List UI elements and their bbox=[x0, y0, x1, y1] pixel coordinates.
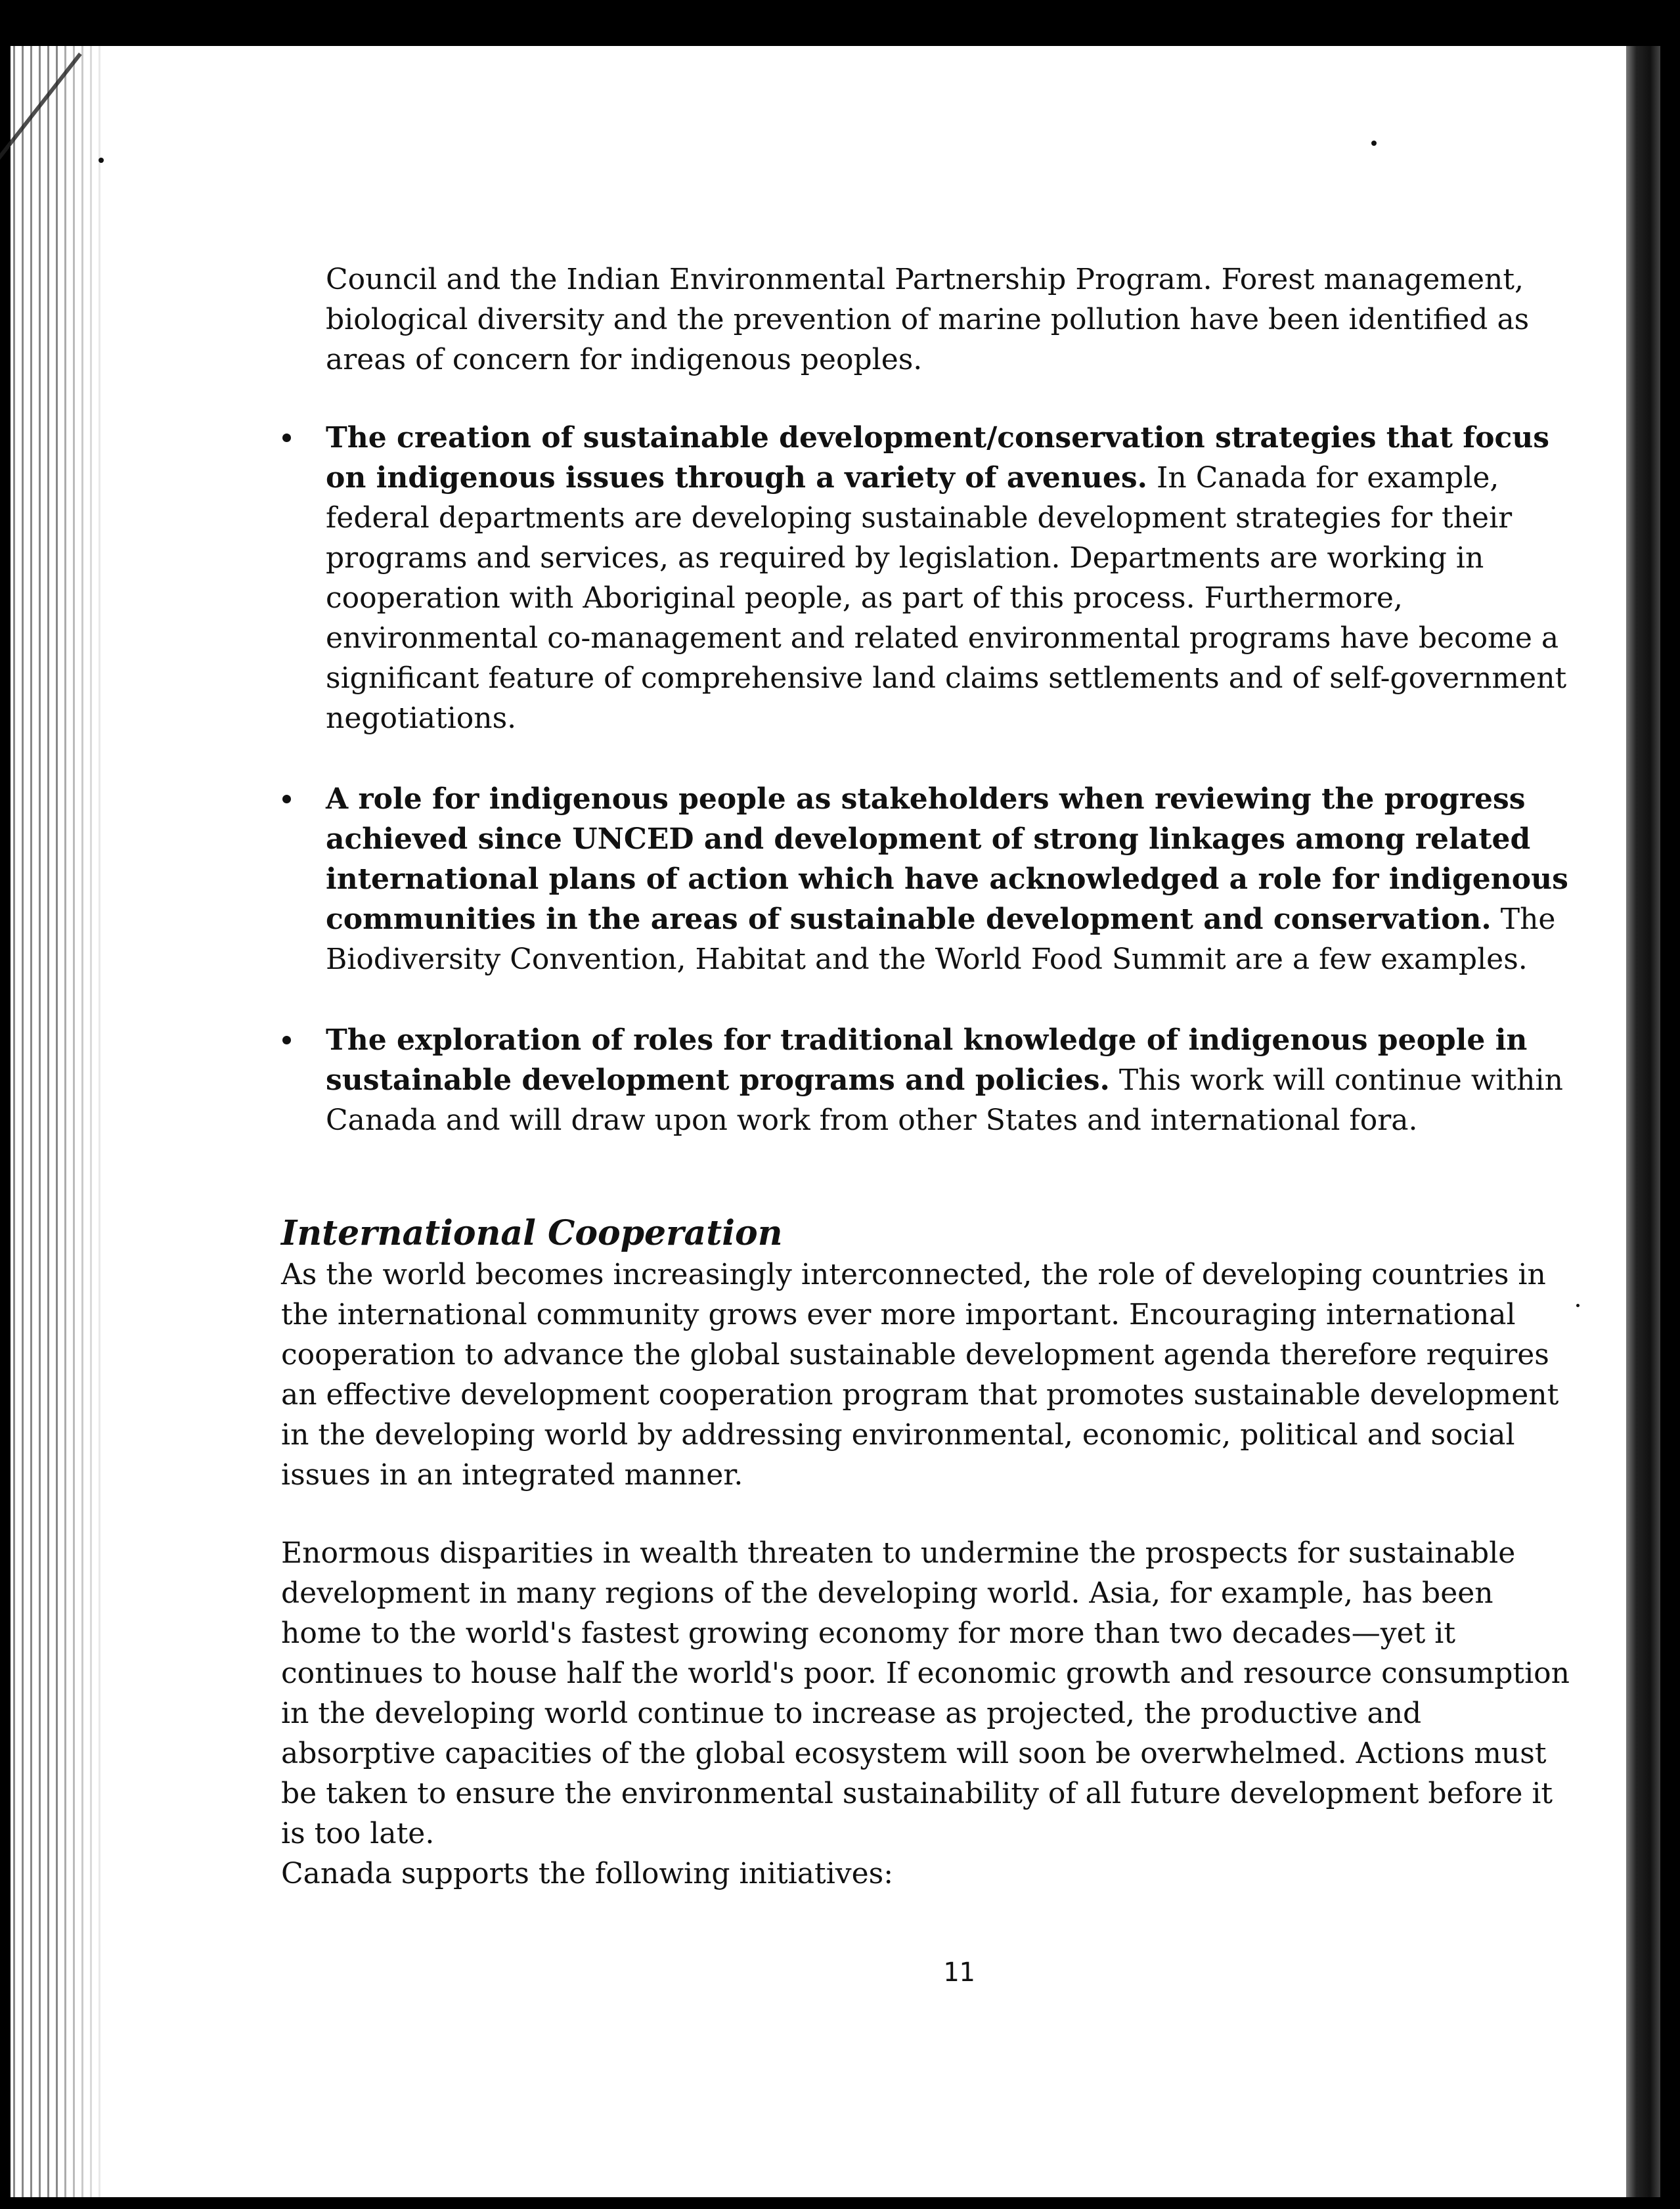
section-heading: International Cooperation bbox=[281, 1213, 783, 1253]
bullet-body: This work will continue within Canada and will draw upon work from other States and international fora. bbox=[326, 1063, 1563, 1137]
section-paragraph: As the world becomes increasingly interconnected, the role of developing countries in the international community grows ever more important. Encouraging international cooperation to advance the global sustainable development agenda therefore requires an effective development cooperation program that promotes sustainable development in the developing world by addressing environmental, economic, political and social issues in an integrated manner. bbox=[281, 1258, 1559, 1492]
section-paragraph: Enormous disparities in wealth threaten to undermine the prospects for sustainable development in many regions of the developing world. Asia, for example, has been home to the world's fastest growing economy for more than two decades—yet it continues to house half the world's poor. If economic growth and resource consumption in the developing world continue to increase as projected, the productive and absorptive capacities of the global ecosystem will soon be overwhelmed. Actions must be taken to ensure the environmental sustainability of all future development before it is too late. bbox=[281, 1536, 1570, 1850]
document-body bbox=[281, 259, 1580, 1894]
bullet-lead: The creation of sustainable development/conservation strategies that focus on indigenous issues through a variety of avenues. bbox=[326, 421, 1550, 495]
binding-shadow bbox=[59, 46, 112, 2197]
list-item bbox=[326, 418, 1580, 738]
continuation-paragraph: Council and the Indian Environmental Partnership Program. Forest management, biological diversity and the prevention of marine pollution have been identified as areas of concern for indigenous peoples. bbox=[326, 263, 1530, 376]
international-cooperation-section bbox=[282, 1213, 1580, 1894]
section-body bbox=[281, 1255, 1580, 1894]
page-number: 11 bbox=[942, 1957, 975, 1988]
scan-right-edge bbox=[1626, 46, 1660, 2197]
initiatives-list bbox=[326, 418, 1580, 1140]
bullet-body: The Biodiversity Convention, Habitat and the World Food Summit are a few examples. bbox=[326, 903, 1556, 976]
list-item bbox=[326, 779, 1580, 979]
bullet-lead: The exploration of roles for traditional knowledge of indigenous people in sustainable development programs and policies. bbox=[326, 1023, 1528, 1097]
speck bbox=[99, 158, 104, 163]
bullet-lead: A role for indigenous people as stakeholders when reviewing the progress achieved since UNCED and development of strong linkages among related international plans of action which have acknowledged a role for indigenous communities in the areas of sustainable development and conservation. bbox=[326, 782, 1568, 936]
bullet-body: In Canada for example, federal departments are developing sustainable development strategies for their programs and services, as required by legislation. Departments are working in cooperation with Aboriginal people, as part of this process. Furthermore, environmental co-management and related environmental programs have become a significant feature of comprehensive land claims settlements and of self-government negotiations. bbox=[326, 461, 1567, 735]
list-item bbox=[326, 1020, 1580, 1140]
closing-line: Canada supports the following initiatives: bbox=[281, 1857, 894, 1890]
scan-top-border bbox=[0, 0, 1680, 46]
speck bbox=[1371, 141, 1377, 146]
